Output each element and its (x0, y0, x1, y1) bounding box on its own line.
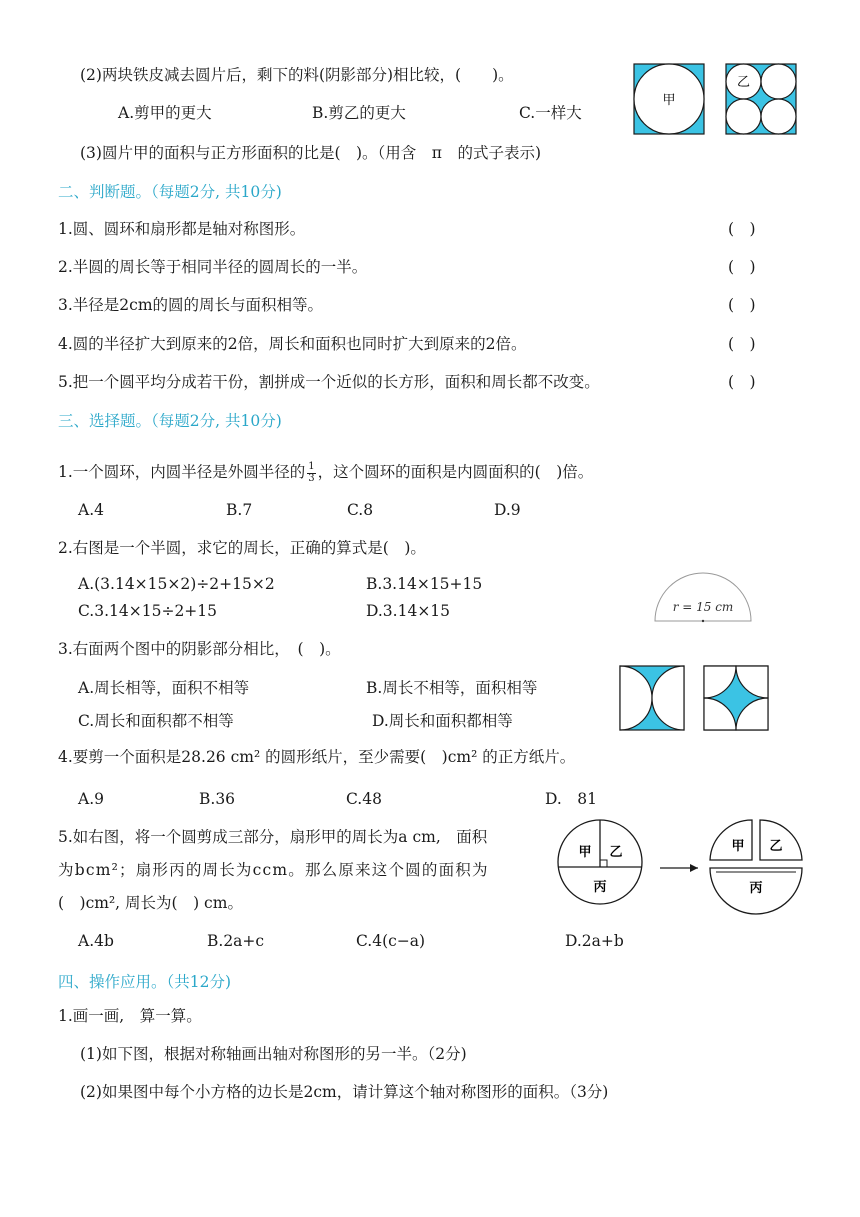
label-bing: 丙 (593, 880, 607, 895)
fraction: $\frac{1}{3}$ (308, 461, 315, 484)
question-text: 4.要剪一个面积是28.26 cm² 的圆形纸片，至少需要( )cm² 的正方纸片。 (58, 748, 576, 766)
option-d: D. 81 (545, 790, 598, 808)
circle-cut-figure (556, 812, 806, 916)
judge-item: 2.半圆的周长等于相同半径的圆周长的一半。 (58, 258, 368, 276)
question-text: 5.如右图，将一个圆剪成三部分，扇形甲的周长为a cm, 面积 (58, 828, 488, 846)
option-c: C.一样大 (519, 104, 582, 122)
label-yi: 乙 (736, 75, 751, 90)
judge-item: 1.圆、圆环和扇形都是轴对称图形。 (58, 220, 306, 238)
option-a: A.(3.14×15×2)÷2+15×2 (78, 575, 275, 593)
option-c: C.3.14×15÷2+15 (78, 602, 218, 620)
question-text: (2)两块铁皮减去圆片后，剩下的料(阴影部分)相比较，( )。 (80, 66, 514, 84)
option-a: A.周长相等，面积不相等 (78, 679, 250, 697)
option-d: D.2a+b (565, 932, 624, 950)
option-b: B.7 (226, 501, 253, 519)
judge-item: 4.圆的半径扩大到原来的2倍，周长和面积也同时扩大到原来的2倍。 (58, 335, 527, 353)
option-b: B.2a+c (207, 932, 265, 950)
question-text: 2.右图是一个半圆，求它的周长，正确的算式是( )。 (58, 539, 426, 557)
option-c: C.48 (346, 790, 382, 808)
section-title: 四、操作应用。（共12分) (58, 973, 232, 991)
option-b: B.36 (199, 790, 236, 808)
section-title: 二、判断题。（每题2分, 共10分) (58, 183, 282, 201)
label-bing-moved: 丙 (749, 881, 763, 896)
answer-paren: ( ) (728, 373, 756, 391)
label-jia: 甲 (578, 845, 592, 860)
shaded-squares-figure (618, 664, 770, 732)
option-c: C.周长和面积都不相等 (78, 712, 234, 730)
option-b: B.周长不相等，面积相等 (366, 679, 538, 697)
option-c: C.8 (347, 501, 374, 519)
question-text: 3.右面两个图中的阴影部分相比， ( )。 (58, 640, 341, 658)
answer-paren: ( ) (728, 220, 756, 238)
option-d: D.9 (494, 501, 521, 519)
label-yi-moved: 乙 (769, 839, 783, 854)
question-text: (1)如下图，根据对称轴画出轴对称图形的另一半。（2分) (80, 1045, 467, 1063)
judge-item: 5.把一个圆平均分成若干份，割拼成一个近似的长方形，面积和周长都不改变。 (58, 373, 600, 391)
option-a: A.4b (78, 932, 114, 950)
question-text: ( )cm², 周长为( ) cm。 (58, 894, 243, 912)
option-d: D.周长和面积都相等 (372, 712, 513, 730)
judge-item: 3.半径是2cm的圆的周长与面积相等。 (58, 296, 324, 314)
radius-label: r = 15 cm (672, 600, 734, 614)
question-text: (3)圆片甲的面积与正方形面积的比是( )。（用含 π 的式子表示) (80, 144, 542, 162)
question-text: 1.画一画, 算一算。 (58, 1007, 202, 1025)
label-jia-moved: 甲 (731, 839, 745, 854)
option-a: A.9 (78, 790, 104, 808)
option-b: B.剪乙的更大 (312, 104, 406, 122)
answer-paren: ( ) (728, 335, 756, 353)
sheet-metal-figure (632, 62, 800, 136)
option-a: A.剪甲的更大 (118, 104, 212, 122)
question-text: (2)如果图中每个小方格的边长是2cm，请计算这个轴对称图形的面积。（3分) (80, 1083, 609, 1101)
question-text: 1.一个圆环，内圆半径是外圆半径的 $\frac{1}{3}$ ，这个圆环的面积是内圆面积的( )倍。 (58, 461, 594, 484)
option-a: A.4 (78, 501, 104, 519)
answer-paren: ( ) (728, 296, 756, 314)
option-d: D.3.14×15 (366, 602, 451, 620)
option-c: C.4(c−a) (356, 932, 426, 950)
semicircle-figure (650, 566, 758, 626)
section-title: 三、选择题。（每题2分, 共10分) (58, 412, 282, 430)
question-text: 为bcm²；扇形丙的周长为ccm。那么原来这个圆的面积为 (58, 861, 489, 879)
label-jia: 甲 (662, 93, 676, 108)
option-b: B.3.14×15+15 (366, 575, 483, 593)
answer-paren: ( ) (728, 258, 756, 276)
label-yi: 乙 (609, 845, 623, 860)
